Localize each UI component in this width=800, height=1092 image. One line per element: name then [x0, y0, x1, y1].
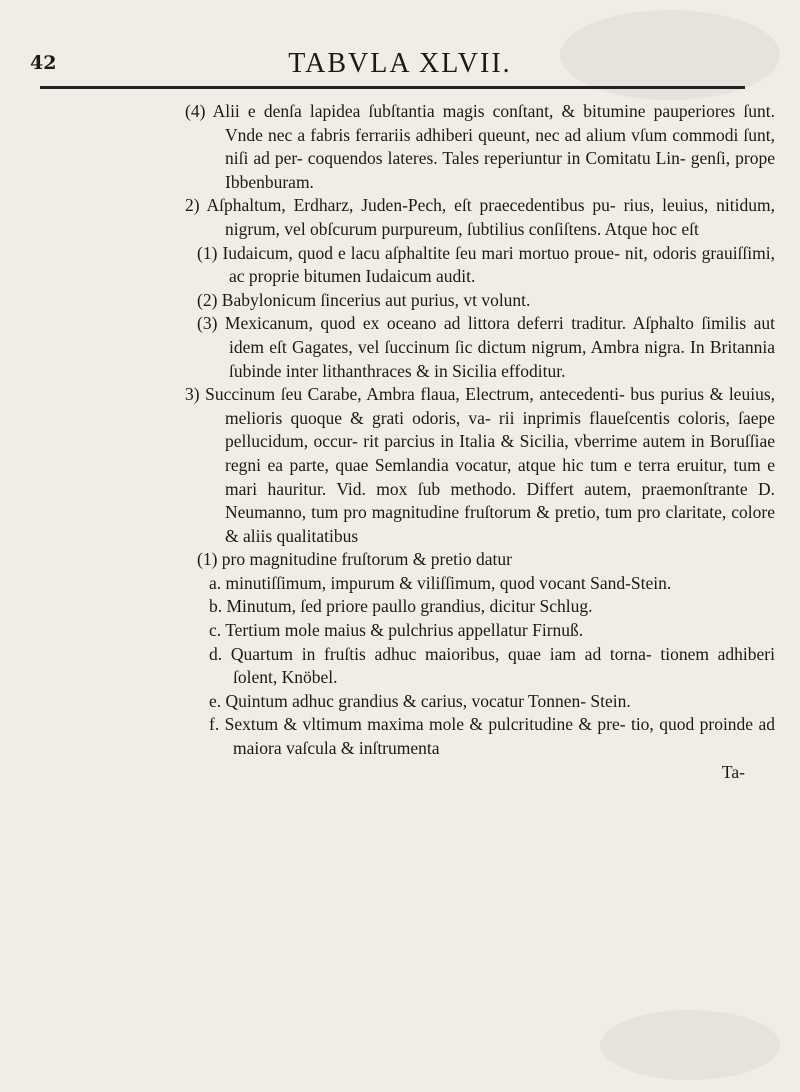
paragraph-asphaltum: 2) Aſphaltum, Erdharz, Juden-Pech, eſt praecedentibus pu- rius, leuius, nitidum, nigrum, vel obſcurum purpureum, ſubtilius conſiſtens. Atque hoc eſt — [185, 195, 775, 239]
paragraph-magnitudine: (1) pro magnitudine fruſtorum & pretio datur — [197, 549, 512, 570]
list-item-c: c. Tertium mole maius & pulchrius appellatur Firnuß. — [209, 620, 584, 641]
paragraph-iudaicum: (1) Iudaicum, quod e lacu aſphaltite ſeu mari mortuo proue- nit, odoris grauiſſimi, ac proprie bitumen Iudaicum audit. — [197, 242, 775, 287]
catchword: Ta- — [721, 761, 745, 782]
page-header — [0, 48, 800, 88]
list-item-a: a. minutiſſimum, impurum & viliſſimum, quod vocant Sand-Stein. — [209, 572, 672, 593]
paragraph-succinum: 3) Succinum ſeu Carabe, Ambra flaua, Electrum, antecedenti- bus purius & leuius, melioris quoque & grati odoris, va- rii inprimis flaueſcentis coloris, ſaepe pellucidum, occur- rit parcius in Italia & Sicilia, vberrime autem in Boruſſiae regni ea parte, quae Semlandia vocatur, atque hic tum e terra eruitur, tum e mari hauritur. Vid. mox ſub methodo. Differt autem, praemonſtrante D. Neumanno, tum pro magnitudine fruſtorum & pretio, tum pro claritate, colore & aliis qualitatibus — [185, 384, 775, 546]
paragraph-item-4: (4) Alii e denſa lapidea ſubſtantia magis conſtant, & bitumine pauperiores ſunt. Vnde nec a fabris ferrariis adhiberi queunt, nec ad alium vſum commodi ſunt, niſi ad per- coquendos lateres. Tales reperiuntur in Comitatu Lin- genſi, prope Ibbenburam. — [185, 101, 775, 192]
list-item-d: d. Quartum in fruſtis adhuc maioribus, quae iam ad torna- tionem adhiberi ſolent, Knöbel. — [209, 643, 775, 688]
list-item-e: e. Quintum adhuc grandius & carius, vocatur Tonnen- Stein. — [209, 690, 631, 711]
running-title: TABVLA XLVII. — [288, 48, 512, 79]
body-text — [185, 100, 775, 784]
header-rule — [40, 86, 745, 89]
list-item-f: f. Sextum & vltimum maxima mole & pulcritudine & pre- tio, quod proinde ad maiora vaſcula & inſtrumenta — [209, 714, 775, 759]
page-number: 42 — [30, 52, 57, 74]
paragraph-mexicanum: (3) Mexicanum, quod ex oceano ad littora deferri traditur. Aſphalto ſimilis aut idem eſt Gagates, vel ſuccinum ſic dictum nigrum, Ambra nigra. In Britannia ſubinde inter lithanthraces & in Sicilia effoditur. — [197, 313, 775, 381]
paragraph-babylonicum: (2) Babylonicum ſincerius aut purius, vt volunt. — [197, 289, 531, 310]
list-item-b: b. Minutum, ſed priore paullo grandius, dicitur Schlug. — [209, 596, 593, 617]
paper-stain — [600, 1010, 780, 1080]
